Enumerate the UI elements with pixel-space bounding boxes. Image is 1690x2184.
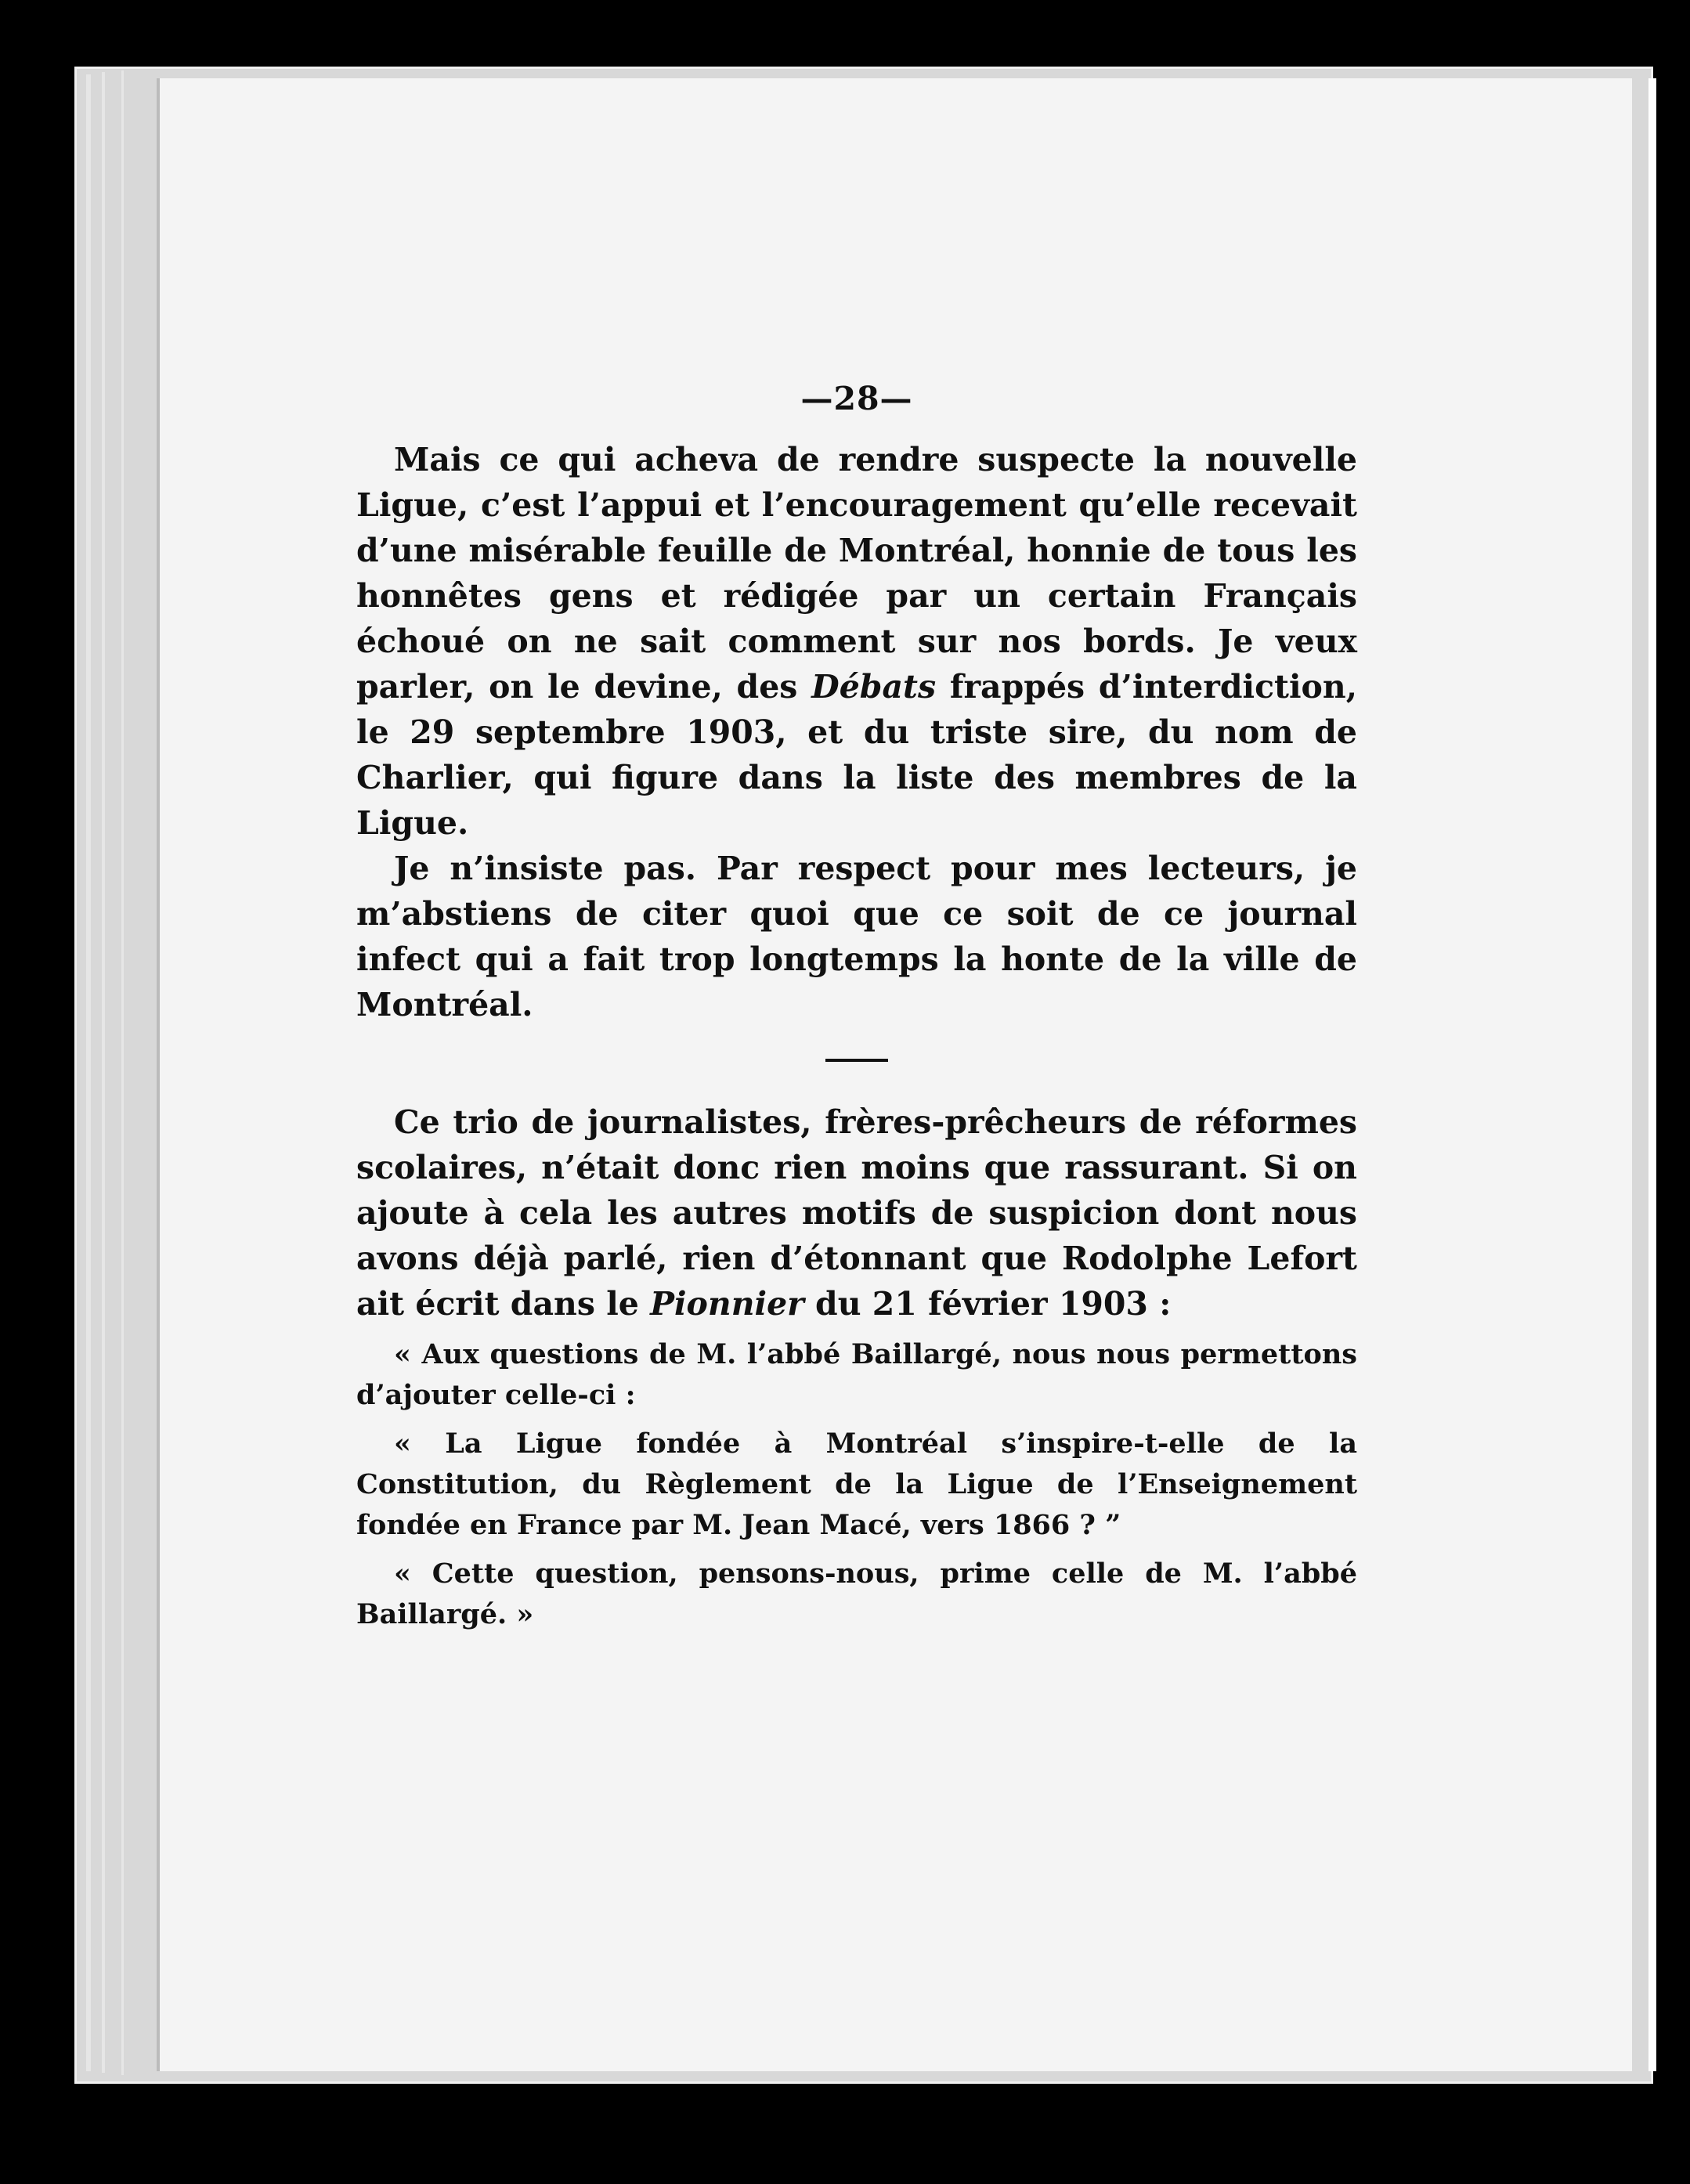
section-separator [825, 1059, 888, 1062]
page-number: —28— [800, 380, 913, 417]
paragraph: Ce trio de journalistes, frères-prêcheurs de réformes scolaires, n’était donc rien moins que rassurant. Si on ajoute à cela les autres motifs de suspicion dont nous avons déjà parlé, rien d’étonnant que Rodolphe Lefort ait écrit dans le Pionnier du 21 février 1903 : [356, 1103, 1357, 1323]
page-text [356, 376, 1357, 1635]
page-edge-line [121, 70, 124, 2075]
paragraph: Mais ce qui acheva de rendre suspecte la nouvelle Ligue, c’est l’appui et l’encouragement qu’elle recevait d’une misérable feuille de Montréal, honnie de tous les honnêtes gens et rédigée par un certain Français échoué on ne sait comment sur nos bords. Je veux parler, on le devine, des Débats frappés d’interdiction, le 29 septembre 1903, et du triste sire, du nom de Charlier, qui figure dans la liste des membres de la Ligue. [356, 441, 1357, 842]
quotation: « Aux questions de M. l’abbé Baillargé, nous nous permettons d’ajouter celle-ci : [356, 1338, 1357, 1411]
italic-title: Débats [811, 668, 937, 706]
quotation: « La Ligue fondée à Montréal s’inspire-t-elle de la Constitution, du Règlement de la Ligue de l’Enseignement fondée en France par M. Jean Macé, vers 1866 ? ” [356, 1428, 1357, 1541]
page-edge-line [102, 72, 105, 2073]
paragraph: Je n’insiste pas. Par respect pour mes lecteurs, je m’abstiens de citer quoi que ce soit de ce journal infect qui a fait trop longtemps la honte de la ville de Montréal. [356, 850, 1357, 1023]
adjacent-page-edge [1648, 78, 1656, 2071]
italic-title: Pionnier [650, 1285, 804, 1323]
quotation: « Cette question, pensons-nous, prime celle de M. l’abbé Baillargé. » [356, 1558, 1357, 1630]
page-edge-line [86, 74, 91, 2071]
